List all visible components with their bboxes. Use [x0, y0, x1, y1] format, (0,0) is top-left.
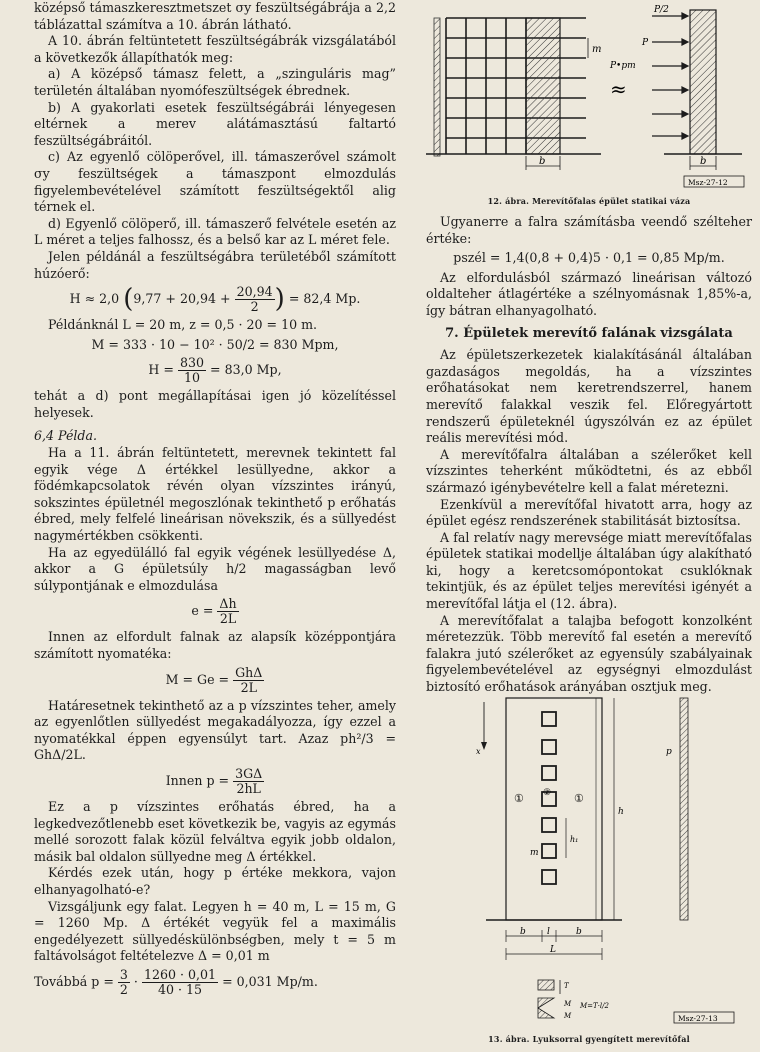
paragraph: A 10. ábrán feltüntetett feszültségábrák vizsgálatából a következők állapíthatók meg: [34, 33, 396, 65]
equation-e: e = $\frac{\Delta h}{2L}$ [191, 596, 237, 627]
load-label-p: P [642, 38, 649, 48]
moment-label-m: M [564, 1000, 572, 1008]
paragraph: Kérdés ezek után, hogy p értéke mekkora, vajon elhanyagolható-e? [34, 865, 396, 897]
figure-13-drawing [426, 690, 752, 1030]
load-label-ppm: P•pm [610, 61, 636, 71]
moment-label-m-lower: M [564, 1012, 572, 1020]
list-item-d: d) Egyenlő cölöperő, ill. támaszerő felvétele esetén az L méret a teljes falhossz, és a belső kar az L méret fele. [34, 215, 396, 248]
dimension-label-b-right: b [576, 927, 582, 937]
equation-p-value: Továbbá p = $\frac{3}{2}$ · $\frac{1260 \cdot 0,01}{40 \cdot 15}$ = 0,031 Mp/m. [34, 966, 318, 997]
paragraph: Innen az elfordult falnak az alapsík középpontjára számított nyomatéka: [34, 629, 396, 661]
list-item-a: a) A középső támasz felett, a „szinguláris mag” területén általában nyomófeszültségek ébrednek. [34, 66, 396, 98]
dimension-label-b-right: b [700, 156, 707, 167]
paragraph: Ha a 11. ábrán feltüntetett, merevnek tekintett fal egyik vége Δ értékkel lesüllyedne, akkor a födémkapcsolatok révén olyan vízszintes irányú, sokszintes épületnél megoszlónak tekinthető p erőhatás ébred, mely felfelé lineárisan növekszik, és a süllyedést nagymértékben csökkenti. [34, 445, 396, 544]
equation-h-approx: H ≈ 2,0 (9,77 + 20,94 + $\frac{20,94}{2}$ ) = 82,4 Mp. [69, 284, 361, 315]
figure-12-caption: 12. ábra. Merevítőfalas épület statikai váza [487, 196, 691, 206]
equation-wind-load: pszél = 1,4(0,8 + 0,4)5 · 0,1 = 0,85 Mp/m. [453, 250, 725, 266]
dimension-label-m: m [592, 44, 602, 55]
paragraph: Jelen példánál a feszültségábra területéből számított húzóerő: [34, 248, 396, 281]
left-column [34, 0, 396, 1000]
load-label-p2: P/2 [654, 5, 669, 15]
moment-formula: M=T·l/2 [580, 1002, 609, 1010]
dimension-label-l: l [547, 927, 550, 937]
dimension-label-h: h [618, 807, 624, 817]
figure-tag: Msz-27-13 [678, 1014, 718, 1023]
paragraph: Vizsgáljunk egy falat. Legyen h = 40 m, L = 15 m, G = 1260 Mp. Δ értékét vegyük fel a maximális engedélyezett süllyedéskülönbségben, mely t = 5 m faltávolságot feltételezve Δ = 0,01 m [34, 898, 396, 964]
paragraph: Ezenkívül a merevítőfal hivatott arra, hogy az épület egész rendszerének stabilitását biztosítsa. [426, 496, 752, 529]
paragraph: tehát a d) pont megállapításai igen jó közelítéssel helyesek. [34, 388, 396, 420]
paragraph: A merevítőfalra általában a szélerőket kell vízszintes teherként működtetni, és az ebből származó igénybevételre kell a falat méretezni. [426, 446, 752, 495]
list-item-c: c) Az egyenlő cölöperővel, ill. támaszerővel számolt σy feszültségek a támaszpont elmozdulás figyelembevételével számított feszültségektől alig térnek el. [34, 149, 396, 215]
paragraph: A merevítőfalat a talajba befogott konzolként méretezzük. Több merevítő fal esetén a merevítő falakra jutó szélerőket az egyensúly szabályainak figyelembevételével az egységnyi elmozdulást biztosító erőhatások arányában osztjuk meg. [426, 612, 752, 695]
figure-tag: Msz-27-12 [688, 178, 728, 187]
section-heading: 7. Épületek merevítő falának vizsgálata [445, 325, 733, 341]
equation-m-ge: M = Ge = $\frac{\text{GhΔ}}{2L}$ [165, 664, 263, 695]
paragraph: Az épületszerkezetek kialakításánál általában gazdaságos megoldás, ha a vízszintes erőhatásokat nem keretrendszerrel, hanem merevítő falakkal veszik fel. Előregyártott rendszerű épületeknél úgyszólván ez az épület reális merevítési mód. [426, 347, 752, 446]
load-label-p: p [666, 747, 672, 757]
dimension-label-b: b [520, 927, 526, 937]
paragraph: Határesetnek tekinthető az a p vízszintes teher, amely az egyenlőtlen süllyedést megakadályozza, így ezzel a nyomatékkal éppen egyensúlyt tart. Azaz ph²/3 = GhΔ/2L. [34, 697, 396, 763]
region-label-1-right: ① [574, 792, 584, 805]
paragraph: Ugyanerre a falra számításba veendő szélteher értéke: [426, 214, 752, 246]
example-heading: 6,4 Példa. [34, 428, 97, 444]
figure-13-caption: 13. ábra. Lyuksorral gyengített merevítőfal [488, 1034, 690, 1044]
paragraph: Ha az egyedülálló fal egyik végének lesüllyedése Δ, akkor a G épületsúly h/2 magasságban levő súlypontjának e elmozdulása [34, 544, 396, 593]
list-item-b: b) A gyakorlati esetek feszültségábrái lényegesen eltérnek a merev alátámasztású faltartó feszültségábráitól. [34, 99, 396, 148]
region-label-1: ① [514, 792, 524, 805]
figure-12-drawing [426, 4, 752, 194]
equation-moment: M = 333 · 10 − 10² · 50/2 = 830 Mpm, [91, 336, 339, 352]
dimension-label-m: m [530, 848, 539, 858]
right-column [426, 214, 752, 696]
dimension-label-h1: h₁ [570, 835, 579, 844]
figure-13 [426, 690, 752, 1030]
dimension-label-L: L [550, 945, 556, 955]
axis-label-x: x [476, 747, 481, 756]
equation-p: Innen p = $\frac{3G\Delta}{2hL}$ [165, 765, 263, 796]
approx-symbol: ≈ [610, 77, 627, 101]
region-label-2: ② [543, 788, 552, 798]
dimension-label-b: b [539, 156, 546, 167]
equation-h: H = $\frac{830}{10}$ = 83,0 Mp, [148, 355, 282, 386]
paragraph: Ez a p vízszintes erőhatás ébred, ha a legkedvezőtlenebb eset következik be, vagyis az egymás mellé sorozott falak közül felváltva egyik jobb oldalon, másik bal oldalon süllyedne meg Δ értékkel. [34, 798, 396, 864]
figure-12 [426, 4, 752, 194]
paragraph: középső támaszkeresztmetszet σy feszültségábrája a 2,2 táblázattal számítva a 10. ábrán látható. [34, 0, 396, 32]
force-label-t: T [564, 982, 569, 990]
paragraph: Példánknál L = 20 m, z = 0,5 · 20 = 10 m. [48, 317, 318, 333]
paragraph: Az elfordulásból származó lineárisan változó oldalteher átlagértéke a szélnyomásnak 1,85%-a, így bátran elhanyagolható. [426, 269, 752, 318]
paragraph: A fal relatív nagy merevsége miatt merevítőfalas épületek statikai modellje általában úgy alakítható ki, hogy a keretcsomópontokat csuklóknak tekintjük, és az épület teljes merevítési igényét a merevítőfal látja el (12. ábra). [426, 529, 752, 612]
